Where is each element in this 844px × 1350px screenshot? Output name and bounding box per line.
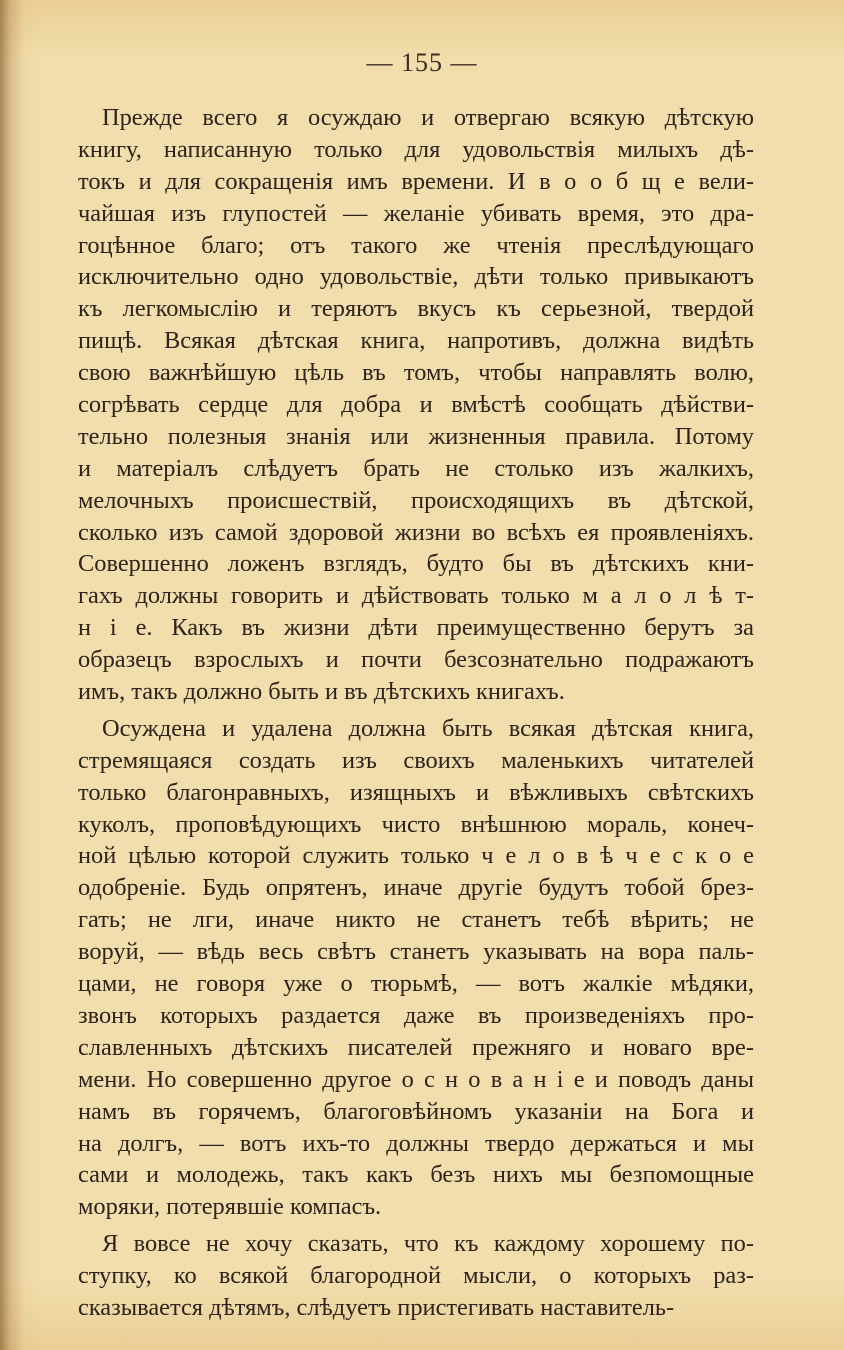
body-text: [78, 102, 754, 1324]
text-line: сказывается дѣтямъ, слѣдуетъ пристегивать наставитель-: [78, 1293, 675, 1321]
text-line: ной цѣлью которой служить только ч е л о в ѣ ч е с к о е: [78, 842, 754, 870]
text-line: намъ въ горячемъ, благоговѣйномъ указаніи на Бога и: [78, 1097, 754, 1125]
text-line: образецъ взрослыхъ и почти безсознательно подражаютъ: [78, 646, 754, 674]
text-line: пищѣ. Всякая дѣтская книга, напротивъ, должна видѣть: [78, 327, 754, 355]
text-line: Я вовсе не хочу сказать, что къ каждому хорошему по-: [102, 1230, 754, 1258]
text-line: куколъ, проповѣдующихъ чисто внѣшнюю мораль, конеч-: [78, 810, 754, 838]
text-line: стремящаяся создать изъ своихъ маленькихъ читателей: [78, 746, 754, 774]
text-line: мелочныхъ происшествій, происходящихъ въ дѣтской,: [78, 486, 754, 514]
paragraph: [78, 713, 754, 1223]
text-line: согрѣвать сердце для добра и вмѣстѣ сообщать дѣйстви-: [78, 391, 754, 419]
text-line: только благонравныхъ, изящныхъ и вѣжливыхъ свѣтскихъ: [78, 778, 754, 806]
text-line: на долгъ, — вотъ ихъ-то должны твердо держаться и мы: [78, 1129, 754, 1157]
text-line: сами и молодежь, такъ какъ безъ нихъ мы безпомощные: [78, 1161, 754, 1189]
paragraph: [78, 102, 754, 708]
text-line: и матеріалъ слѣдуетъ брать не столько изъ жалкихъ,: [78, 454, 754, 482]
text-line: гахъ должны говорить и дѣйствовать только м а л о л ѣ т-: [78, 582, 754, 610]
text-line: гать; не лги, иначе никто не станетъ тебѣ вѣрить; не: [78, 906, 754, 934]
text-line: книгу, написанную только для удовольствія милыхъ дѣ-: [78, 135, 754, 163]
text-line: гоцѣнное благо; отъ такого же чтенія преслѣдующаго: [78, 231, 754, 259]
text-line: имъ, такъ должно быть и въ дѣтскихъ книгахъ.: [78, 678, 565, 706]
text-line: ступку, ко всякой благородной мысли, о которыхъ раз-: [78, 1262, 754, 1290]
text-line: славленныхъ дѣтскихъ писателей прежняго и новаго вре-: [78, 1033, 754, 1061]
text-line: Осуждена и удалена должна быть всякая дѣтская книга,: [102, 714, 754, 742]
text-line: одобреніе. Будь опрятенъ, иначе другіе будутъ тобой брез-: [78, 874, 754, 902]
text-line: н і е. Какъ въ жизни дѣти преимущественно берутъ за: [78, 614, 754, 642]
text-line: сколько изъ самой здоровой жизни во всѣхъ ея проявленіяхъ.: [78, 518, 754, 546]
text-line: Совершенно ложенъ взглядъ, будто бы въ дѣтскихъ кни-: [78, 550, 754, 578]
text-line: тельно полезныя знанія или жизненныя правила. Потому: [78, 422, 754, 450]
text-line: Прежде всего я осуждаю и отвергаю всякую дѣтскую: [102, 104, 754, 131]
text-line: цами, не говоря уже о тюрьмѣ, — вотъ жалкіе мѣдяки,: [78, 970, 754, 998]
text-line: моряки, потерявшіе компасъ.: [78, 1193, 382, 1221]
text-line: мени. Но совершенно другое о с н о в а н і е и поводъ даны: [78, 1065, 754, 1093]
text-line: къ легкомыслію и теряютъ вкусъ къ серьезной, твердой: [78, 295, 754, 323]
text-line: звонъ которыхъ раздается даже въ произведеніяхъ про-: [78, 1001, 754, 1029]
text-line: токъ и для сокращенія имъ времени. И в о о б щ е вели-: [78, 167, 754, 195]
text-line: воруй, — вѣдь весь свѣтъ станетъ указывать на вора паль-: [78, 938, 754, 966]
page-number: — 155 —: [366, 48, 478, 77]
paragraph: [78, 1228, 754, 1324]
text-line: исключительно одно удовольствіе, дѣти только привыкаютъ: [78, 263, 754, 291]
text-line: чайшая изъ глупостей — желаніе убивать время, это дра-: [78, 199, 754, 227]
text-line: свою важнѣйшую цѣль въ томъ, чтобы направлять волю,: [78, 359, 754, 387]
